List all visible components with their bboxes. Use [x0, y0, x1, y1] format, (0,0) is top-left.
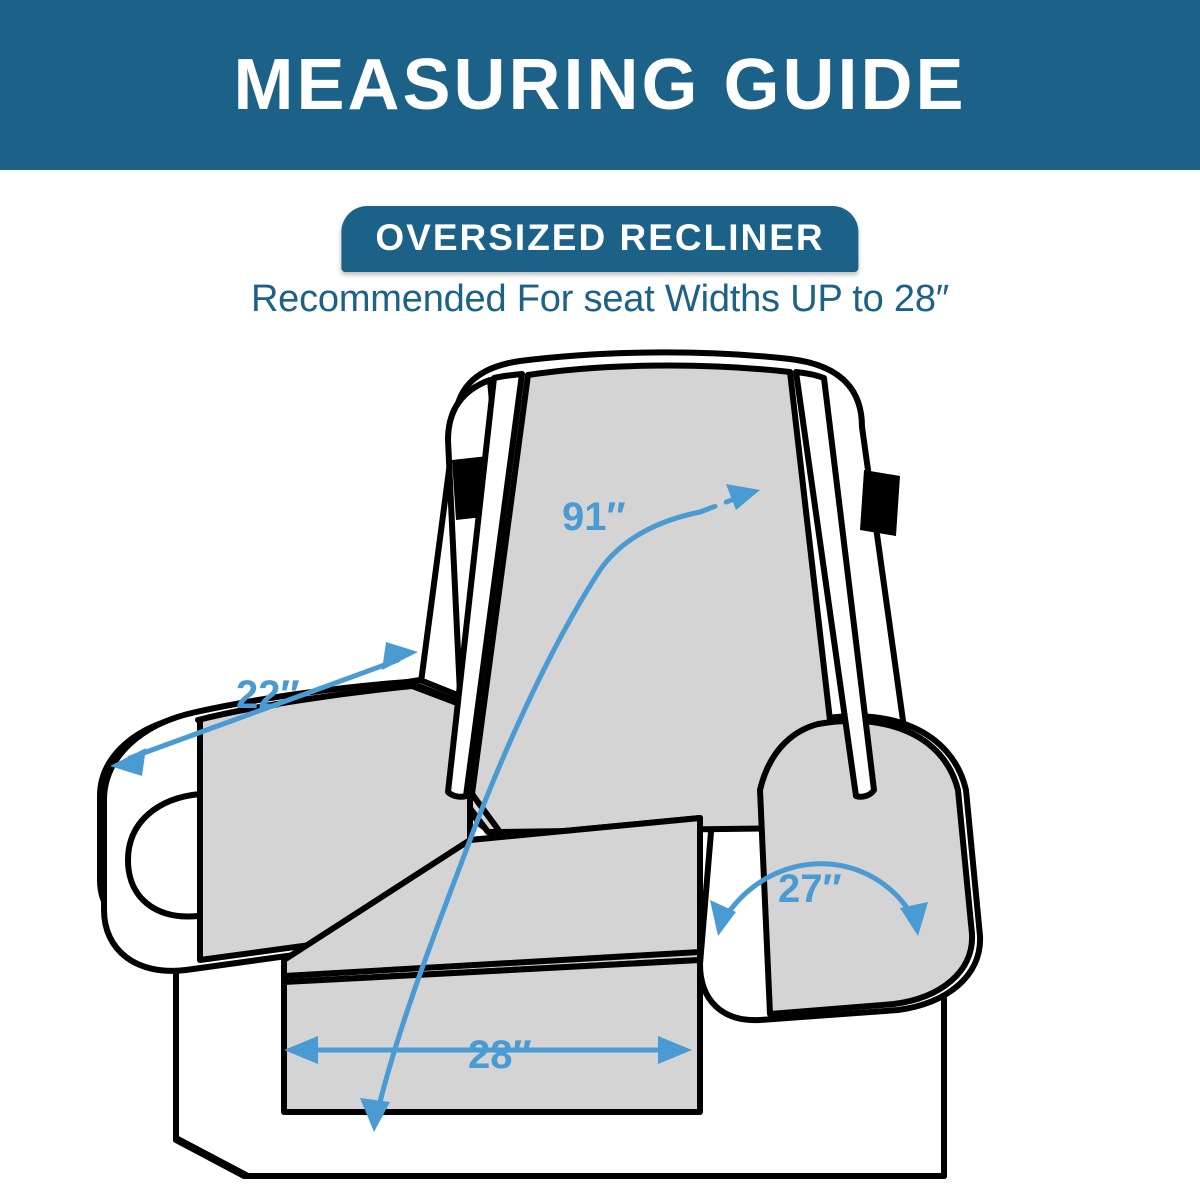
- page-title: MEASURING GUIDE: [233, 45, 967, 125]
- product-type-badge: OVERSIZED RECLINER: [341, 206, 858, 272]
- recommendation-text: Recommended For seat Widths UP to 28″: [250, 278, 950, 320]
- dimension-label-arm-depth: 22″: [236, 673, 300, 717]
- recliner-diagram-svg: [0, 320, 1200, 1191]
- diagram-container: [0, 320, 1200, 1191]
- header-banner: [0, 0, 1200, 170]
- dimension-label-length: 91″: [562, 495, 626, 539]
- arm-depth-arrow-right: [382, 642, 418, 670]
- dimension-label-arm-span: 27″: [778, 867, 842, 911]
- dimension-label-seat-width: 28″: [468, 1033, 532, 1077]
